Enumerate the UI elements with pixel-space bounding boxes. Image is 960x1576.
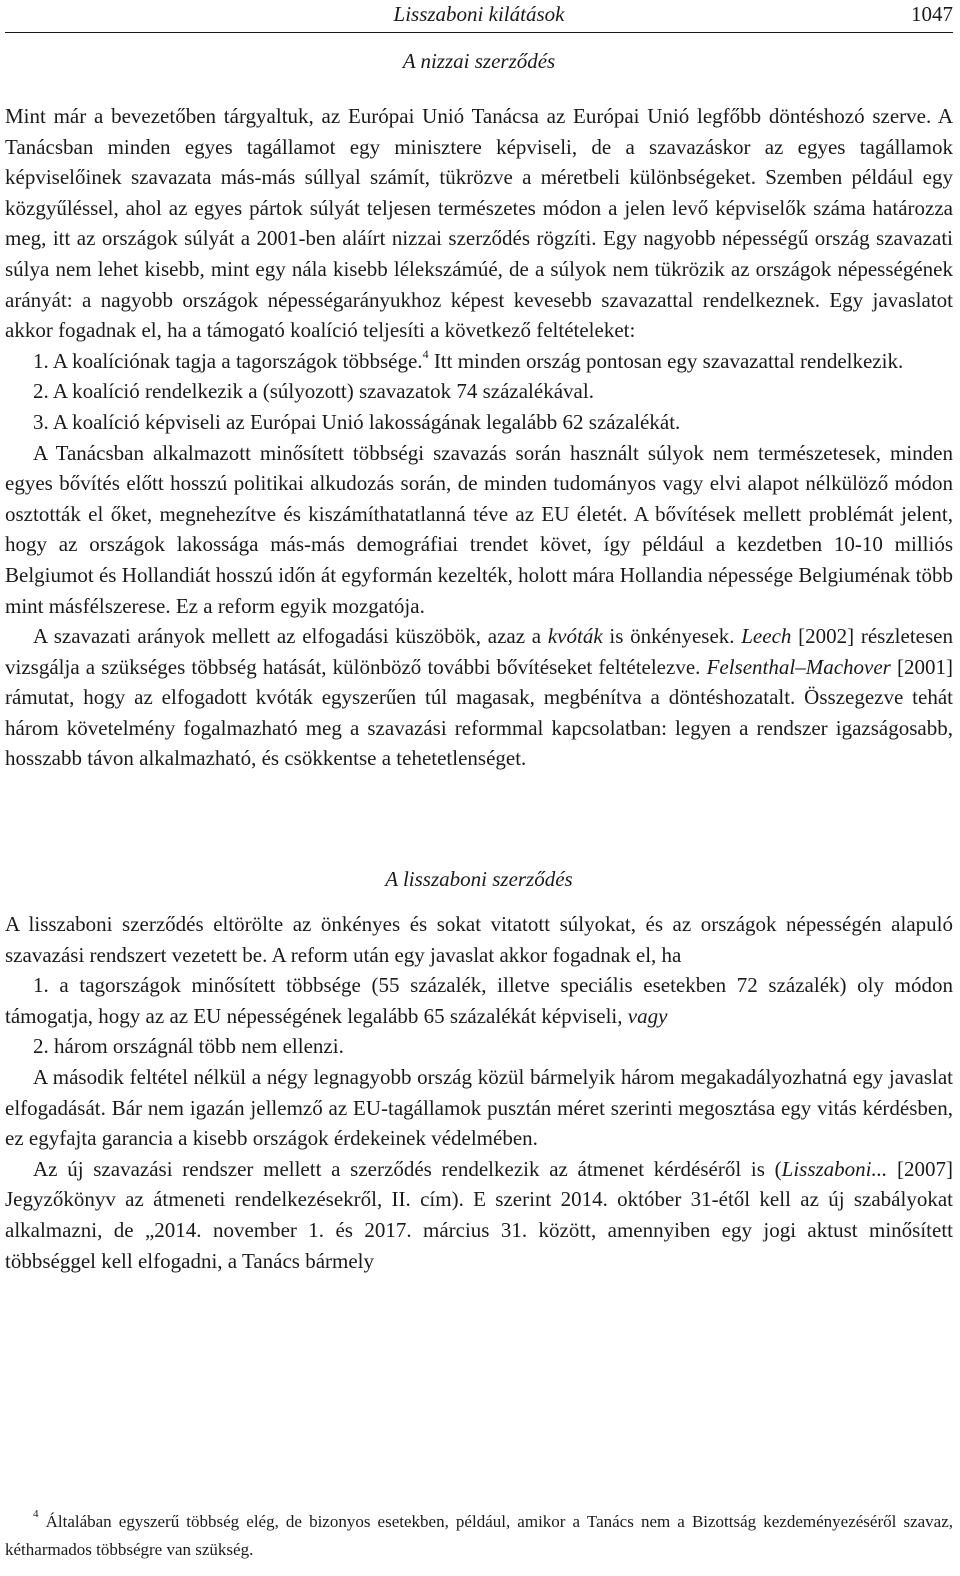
- footnote-number: 4: [33, 1508, 39, 1520]
- emphasis-vagy: vagy: [627, 1003, 668, 1028]
- page-number: 1047: [911, 2, 953, 26]
- list-item-condition-3: 3. A koalíció képviseli az Európai Unió lakosságának legalább 62 százalékát.: [33, 409, 681, 434]
- term-kvotak: kvóták: [547, 624, 603, 649]
- footnote-reference[interactable]: 4: [422, 346, 429, 361]
- section-title-nizza: A nizzai szerződés: [402, 49, 556, 73]
- paragraph-quotas: [5, 621, 953, 774]
- citation-title: Lisszaboni...: [781, 1156, 888, 1181]
- footnote-text: Általában egyszerű többség elég, de bizonyos esetekben, például, amikor a Tanács nem a Bizottság kezdeményezéséről szavaz, kétharmados többségre van szükség.: [5, 1512, 953, 1559]
- text-run: Az új szavazási rendszer mellett a szerződés rendelkezik az átmenet kérdéséről is (: [33, 1156, 782, 1181]
- list-item-lisszabon-2: 2. három országnál több nem ellenzi.: [33, 1034, 344, 1059]
- paragraph-transition: [5, 1154, 953, 1276]
- list-item-text: 1. A koalíciónak tagja a tagországok többsége.: [33, 348, 423, 373]
- running-header: [5, 0, 953, 33]
- paragraph-second-condition: A második feltétel nélkül a négy legnagyobb ország közül bármelyik három megakadályozhatná egy javaslat elfogadását. Bár nem igazán jellemző az EU-tagállamok pusztán méret szerinti megosztása egy vitás kérdésben, ez egyfajta garancia a kisebb országok érdekeinek védelmében.: [5, 1065, 953, 1151]
- text-run: [2007] Jegyzőkönyv az átmeneti rendelkezésekről, II. cím). E szerint 2014. október 31-étől kell az új szabályokat alkalmazni, de „2014. november 1. és 2017. március 31. között, amennyiben egy jogi aktust minősített többséggel kell elfogadni, a Tanács bármely: [5, 1156, 953, 1273]
- text-run: [2001] rámutat, hogy az elfogadott kvóták egyszerűen túl magasak, megbénítva a döntéshozatalt. Összegezve tehát három követelmény fogalmazható meg a szavazási reformmal kapcsolatban: legyen a rendszer igazságosabb, hosszabb távon alkalmazható, és csökkentse a tehetetlenséget.: [5, 654, 953, 771]
- text-run: A szavazati arányok mellett az elfogadási küszöbök, azaz a: [33, 624, 548, 649]
- paragraph-weights: A Tanácsban alkalmazott minősített többségi szavazás során használt súlyok nem természetesek, minden egyes bővítés előtt hosszú politikai alkudozás során, de minden tudományos vagy elvi alapot nélkülöző módon osztották el őket, megnehezítve és kiszámíthatatlanná téve az EU életét. A bővítések mellett problémát jelent, hogy az országok lakossága más-más demográfiai trendet követ, így például a kezdetben 10-10 milliós Belgiumot és Hollandiát hosszú időn át egyformán kezelték, holott mára Hollandia népessége Belgiuménak több mint másfélszerese. Ez a reform egyik mozgatója.: [5, 440, 953, 618]
- paragraph-lisszabon-intro: A lisszaboni szerződés eltörölte az önkényes és sokat vitatott súlyokat, és az országok népességén alapuló szavazási rendszert vezetett be. A reform után egy javaslat akkor fogadnak el, ha: [5, 912, 953, 967]
- list-item-text: Itt minden ország pontosan egy szavazattal rendelkezik.: [428, 348, 904, 373]
- citation-author: Felsenthal–Machover: [706, 654, 891, 679]
- paragraph-nizza-intro: Mint már a bevezetőben tárgyaltuk, az Európai Unió Tanácsa az Európai Unió legfőbb döntéshozó szerve. A Tanácsban minden egyes tagállamot egy minisztere képviseli, de a szavazáskor az egyes tagállamok képviselőinek szavazata más-más súllyal számít, tükrözve a méretbeli különbségeket. Szemben például egy közgyűléssel, ahol az egyes pártok súlyát teljesen természetes módon a jelen levő képviselők száma határozza meg, itt az országok súlyát a 2001-ben aláírt nizzai szerződés rögzíti. Egy nagyobb népességű ország szavazati súlya nem lehet kisebb, mint egy nála kisebb lélekszámúé, de a súlyok nem tükrözik az országok népességének arányát: a nagyobb országok népességarányukhoz képest kevesebb szavazattal rendelkeznek. Egy javaslatot akkor fogadnak el, ha a támogató koalíció teljesíti a következő feltételeket:: [5, 104, 953, 343]
- list-item-text: 1. a tagországok minősített többsége (55 százalék, illetve speciális esetekben 72 százalék) oly módon támogatja, hogy az az EU népességének legalább 65 százalékát képviseli,: [5, 973, 953, 1028]
- list-item-condition-2: 2. A koalíció rendelkezik a (súlyozott) szavazatok 74 százalékával.: [33, 379, 594, 404]
- document-page: [5, 0, 953, 1276]
- running-title: Lisszaboni kilátások: [393, 2, 565, 26]
- citation-author: Leech: [741, 624, 792, 649]
- section-title-lisszabon: A lisszaboni szerződés: [385, 867, 573, 892]
- text-run: [2002] részletesen vizsgálja a szükséges többség hatását, különböző további bővítéseket feltételezve.: [5, 624, 953, 679]
- list-item-lisszabon-1: [5, 970, 953, 1031]
- text-run: is önkényesek.: [602, 624, 742, 649]
- list-item-condition-1: [5, 346, 953, 377]
- footnote: [5, 1508, 953, 1564]
